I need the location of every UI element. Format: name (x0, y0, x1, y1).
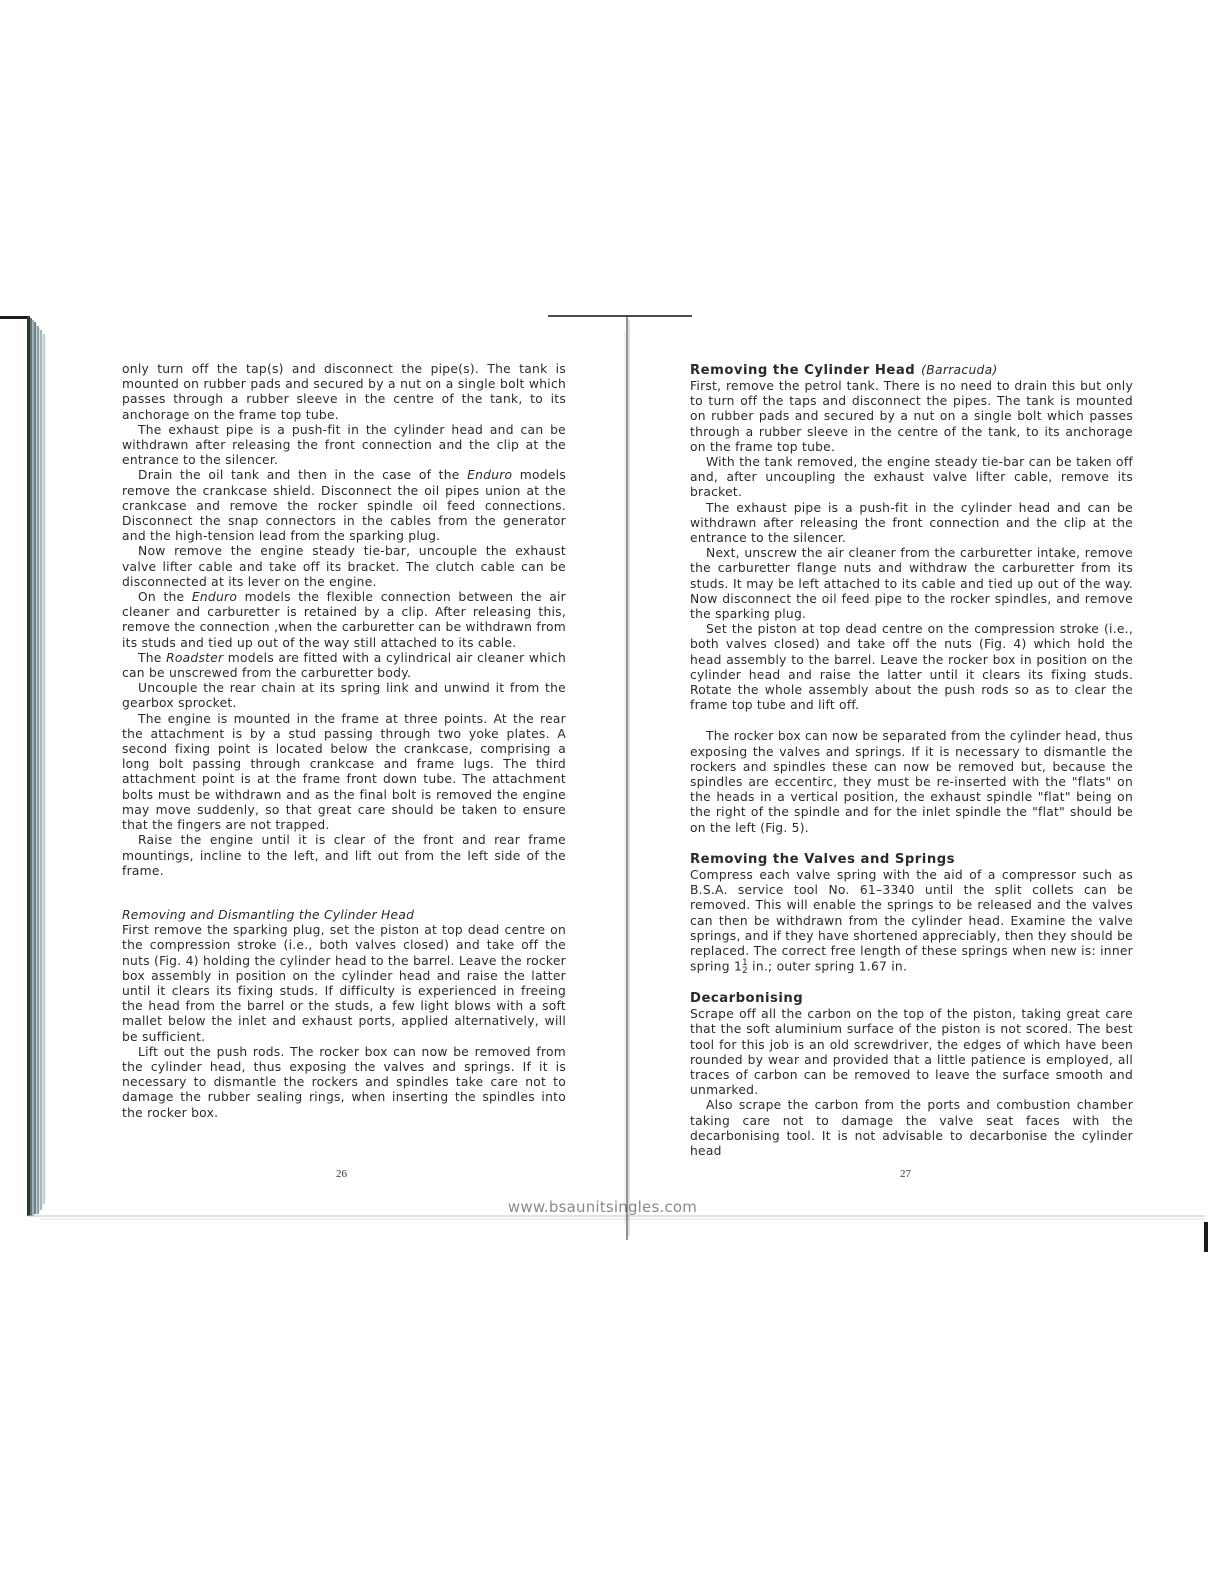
left-paragraph: Now remove the engine steady tie-bar, uncouple the exhaust valve lifter cable and take off its bracket. The clutch cable can be disconnected at its lever on the engine. (122, 544, 566, 589)
left-paragraph: First remove the sparking plug, set the piston at top dead centre on the compression stroke (i.e., both valves closed) and take off the nuts (Fig. 4) holding the cylinder head to the barrel. Leave the rocker box assembly in position on the cylinder head and raise the latter until it clears its fixing studs. If difficulty is experienced in freeing the head from the barrel or the studs, a few light blows with a soft mallet below the inlet and exhaust ports, applied alternatively, will be sufficient. (122, 923, 566, 1044)
book-bottom-edge (28, 1216, 1205, 1219)
section-heading (690, 362, 1133, 379)
website-watermark: www.bsaunitsingles.com (507, 1198, 698, 1216)
left-page-edges (0, 316, 46, 1216)
page-number: 26 (336, 1168, 347, 1180)
text-run: Drain the oil tank and then in the case of the (138, 468, 468, 483)
page-number: 27 (900, 1168, 911, 1180)
left-paragraph: The exhaust pipe is a push-fit in the cylinder head and can be withdrawn after releasing the front connection and the clip at the entrance to the silencer. (122, 422, 566, 468)
heading-text: Removing the Cylinder Head (690, 363, 916, 378)
right-paragraph: Next, unscrew the air cleaner from the carburetter intake, remove the carburetter flange nuts and withdraw the carburetter from its studs. It may be left attached to its cable and tied up out of the way. Now disconnect the oil feed pipe to the rocker spindles, and remove the sparking plug. (690, 546, 1133, 622)
right-paragraph (690, 868, 1133, 975)
section-heading: Decarbonising (690, 991, 804, 1007)
left-paragraph: Raise the engine until it is clear of the front and rear frame mountings, incline to the left, and lift out from the left side of the frame. (122, 833, 566, 878)
spacer (690, 713, 1133, 729)
right-paragraph: First, remove the petrol tank. There is no need to drain this but only to turn off the taps and disconnect the pipes. The tank is mounted on rubber pads and secured by a nut on a single bolt which passes through a rubber sleeve in the centre of the tank, to its anchorage on the frame top tube. (690, 379, 1133, 454)
spacer (122, 879, 566, 908)
text-run: models remove the crankcase shield. Disconnect the oil pipes union at the crankcase and remove the rocker spindle oil feed connections. Disconnect the snap connectors in the cables from the generator and the high-tension lead from the sparking plug. (122, 468, 566, 544)
spacer (690, 975, 1133, 991)
model-name: Enduro (191, 590, 238, 605)
gutter-fold (548, 316, 692, 1240)
right-paragraph: Set the piston at top dead centre on the compression stroke (i.e., both valves closed) and take off the nuts (Fig. 4) which hold the head assembly to the barrel. Leave the rocker box in position on the cylinder head and raise the latter until it clears its fixing studs. Rotate the whole assembly about the push rods so as to clear the frame top tube and lift off. (690, 622, 1133, 713)
section-heading: Removing and Dismantling the Cylinder Head (122, 907, 415, 922)
model-name: Enduro (467, 468, 513, 483)
text-run: models the flexible connection between the air cleaner and carburetter is retained by a clip. After releasing this, remove the connection ,when the carburetter can be withdrawn from its studs and tied up out of the way still attached to its cable. (122, 590, 566, 650)
right-paragraph: The rocker box can now be separated from the cylinder head, thus exposing the valves and springs. If it is necessary to dismantle the rockers and spindles these can now be removed but, because the spindles are eccentirc, they must be re-inserted with the "flats" on the heads in a vertical position, the exhaust spindle "flat" being on the right of the spindle and for the inlet spindle the "flat" should be on the left (Fig. 5). (690, 729, 1133, 835)
right-paragraph: The exhaust pipe is a push-fit in the cylinder head and can be withdrawn after releasing the front connection and the clip at the entrance to the silencer. (690, 500, 1133, 546)
right-paragraph: Also scrape the carbon from the ports and combustion chamber taking care not to damage the valve seat faces with the decarbonising tool. It is not advisable to decarbonise the cylinder head (690, 1098, 1133, 1158)
text-run: On the (138, 590, 192, 605)
text-run: models are fitted with a cylindrical air cleaner which can be unscrewed from the carburetter body. (122, 650, 567, 681)
right-paragraph: With the tank removed, the engine steady tie-bar can be taken off and, after uncoupling the exhaust valve lifter cable, remove its bracket. (690, 455, 1133, 500)
left-paragraph: Uncouple the rear chain at its spring link and unwind it from the gearbox sprocket. (122, 681, 566, 711)
left-paragraph (122, 590, 566, 651)
spacer (690, 836, 1133, 852)
left-paragraph: The engine is mounted in the frame at three points. At the rear the attachment is by a stud passing through two yoke plates. A second fixing point is located below the crankcase, comprising a long bolt passing through crankcase and frame lugs. The third attachment point is at the frame front down tube. The attachment bolts must be withdrawn and as the final bolt is removed the engine may move suddenly, so that great care should be taken to ensure that the fingers are not trapped. (122, 711, 566, 833)
right-page-edge (1204, 1222, 1208, 1252)
text-run: Compress each valve spring with the aid of a compressor such as B.S.A. service tool No. 61–3340 until the split collets can be removed. This will enable the springs to be released and the valves can then be withdrawn from the cylinder head. Examine the valve springs, and if they have shortened appreciably, then they should be replaced. The correct free length of these springs when new is: inner spring 1 (690, 867, 1133, 974)
right-paragraph: Scrape off all the carbon on the top of the piston, taking great care that the soft aluminium surface of the piston is not scored. The best tool for this job is an old screwdriver, the edges of which have been rounded by wear and provided that a little patience is employed, all traces of carbon can be removed to leave the surface smooth and unmarked. (690, 1007, 1133, 1098)
left-paragraph (122, 651, 566, 681)
text-run: The (138, 650, 167, 665)
fraction-numerator: 1 (742, 958, 749, 969)
model-name: Roadster (166, 650, 224, 665)
text-run: in.; outer spring 1.67 in. (748, 959, 908, 974)
left-paragraph: only turn off the tap(s) and disconnect the pipe(s). The tank is mounted on rubber pads and secured by a nut on a single bolt which passes through a rubber sleeve in the centre of the tank, to its anchorage on the frame top tube. (122, 362, 566, 422)
model-name: (Barracuda) (921, 363, 998, 377)
section-heading: Removing the Valves and Springs (690, 851, 956, 867)
fraction-denominator: 2 (742, 966, 749, 977)
right-page (690, 362, 1133, 1159)
left-page (122, 362, 566, 1121)
left-paragraph: Lift out the push rods. The rocker box can now be removed from the cylinder head, thus exposing the valves and springs. If it is necessary to dismantle the rockers and spindles take care not to damage the rubber sealing rings, when inserting the spindles into the rocker box. (122, 1044, 566, 1120)
left-paragraph (122, 468, 566, 544)
